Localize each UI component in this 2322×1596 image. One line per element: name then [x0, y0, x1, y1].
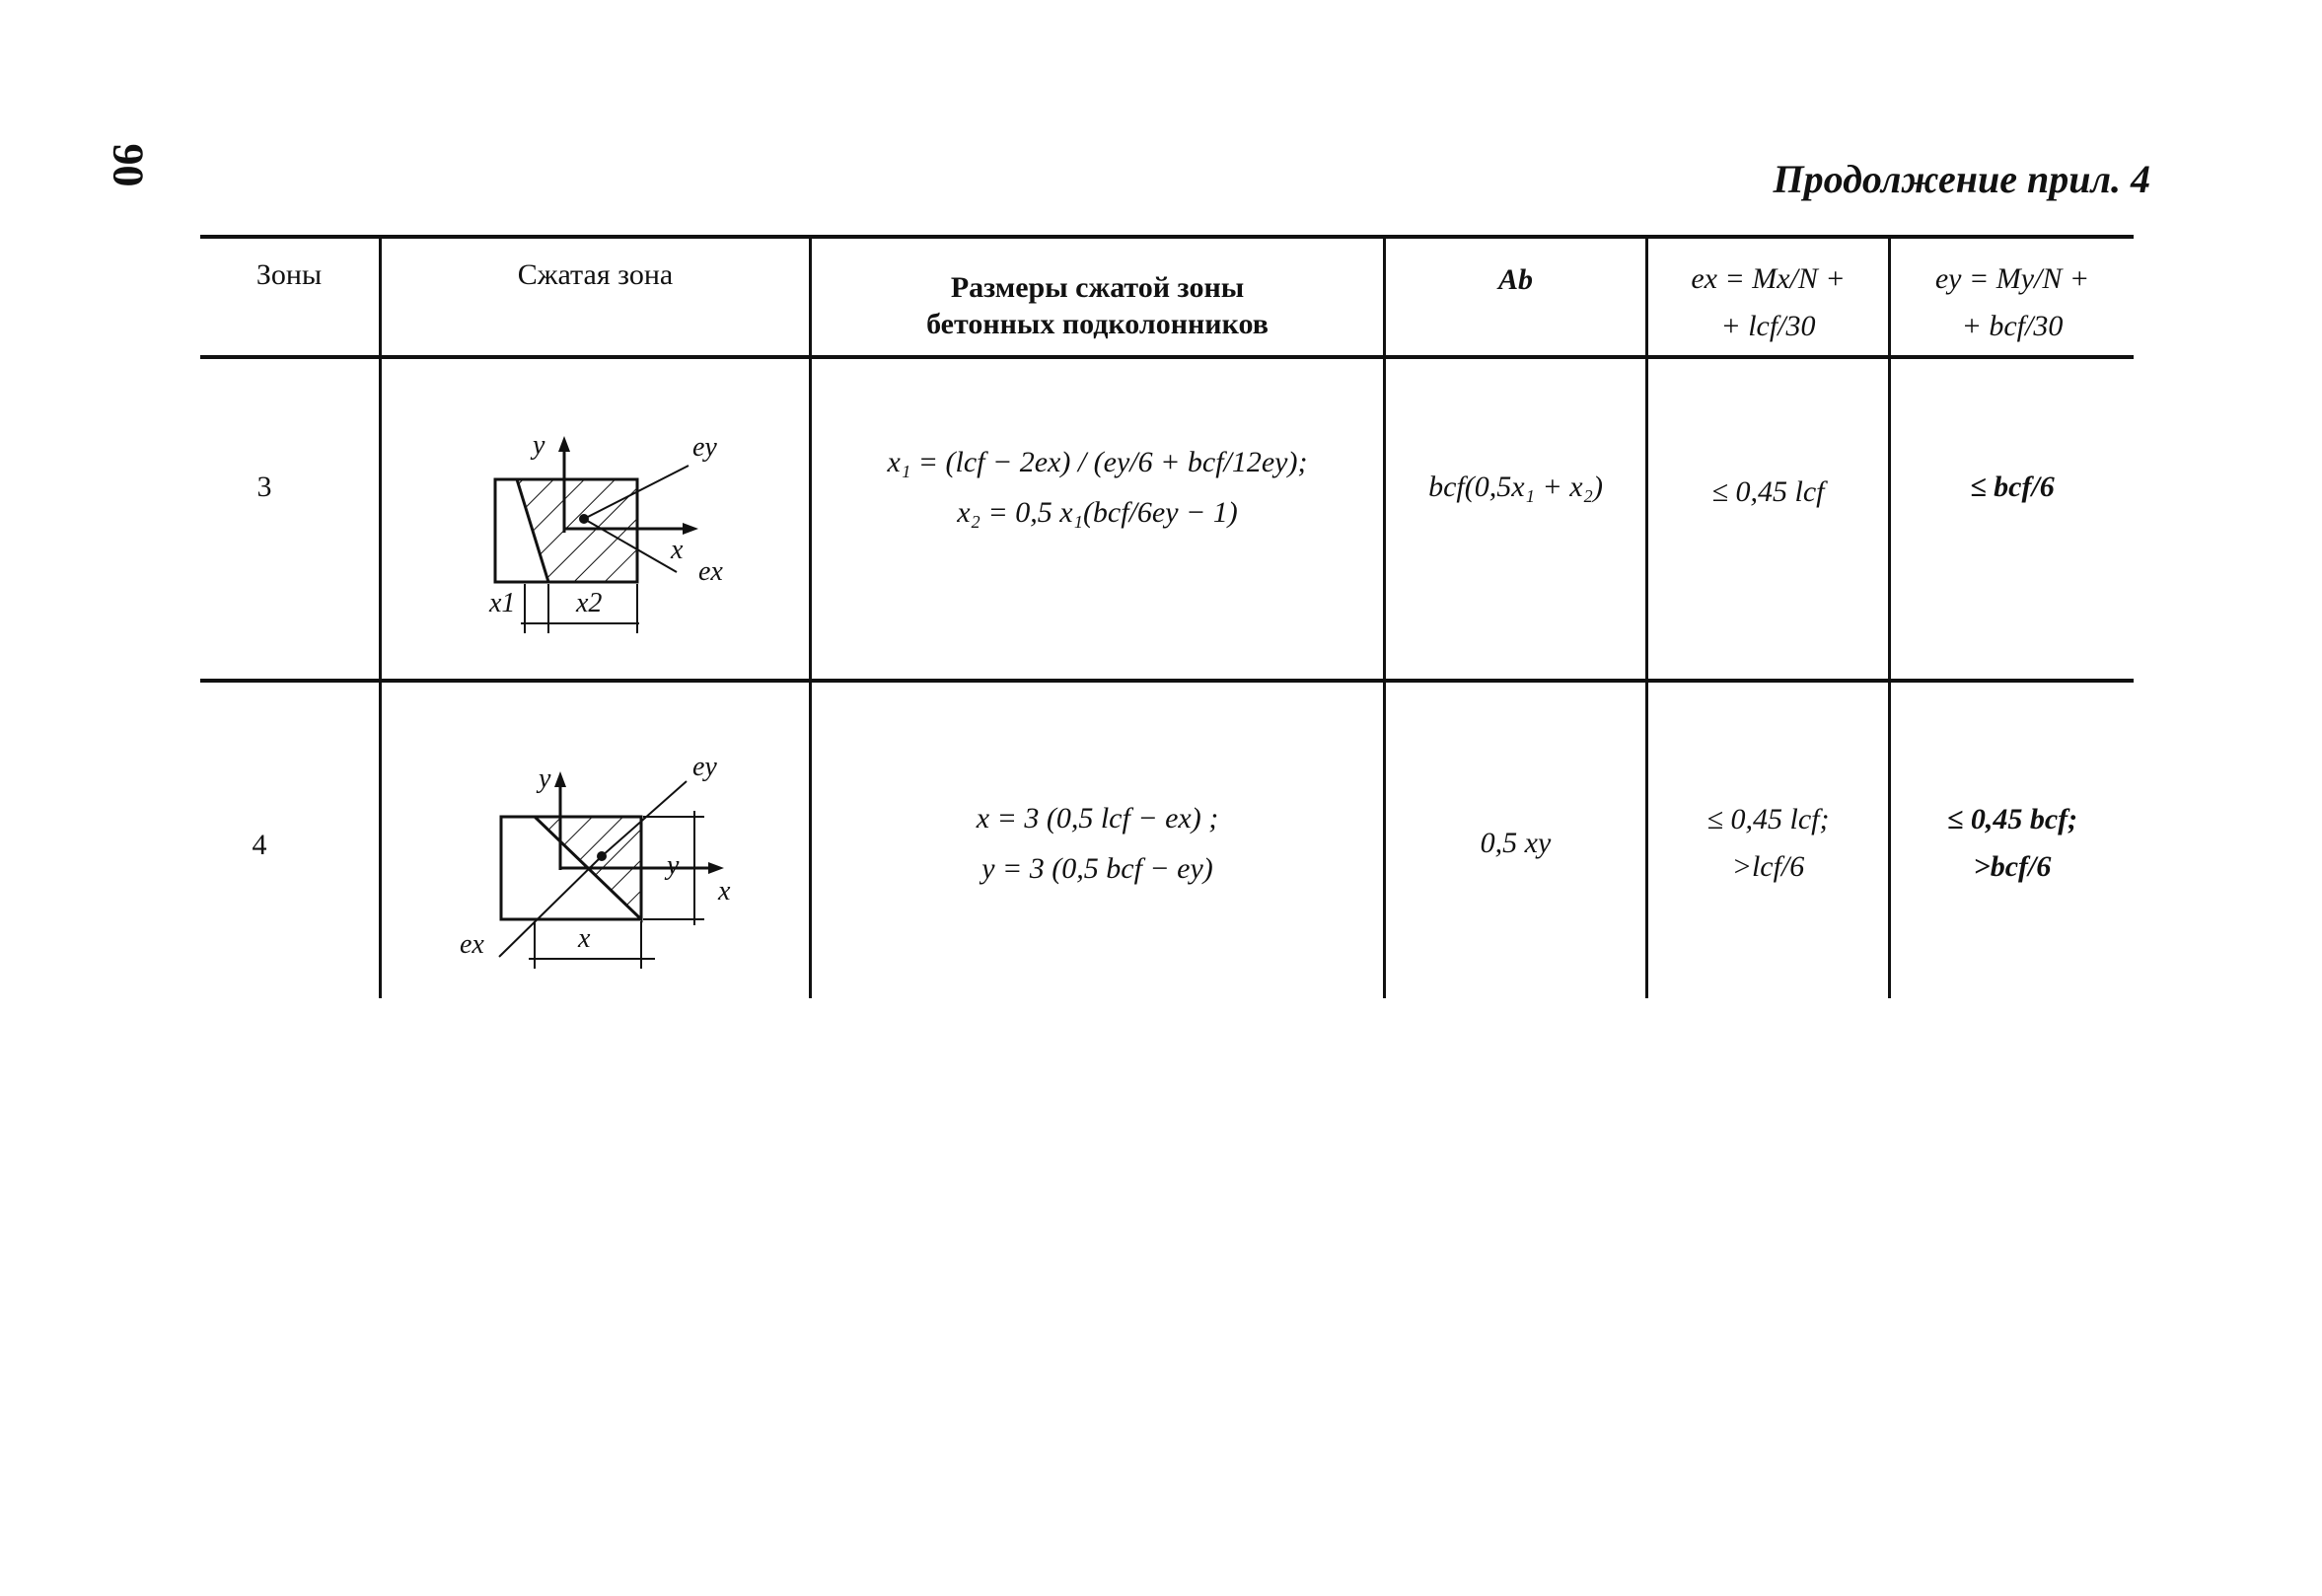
row4-zone-number: 4	[252, 829, 267, 862]
continuation-caption: Продолжение прил. 4	[1773, 157, 2150, 201]
row3-label-ey: ey	[692, 432, 717, 463]
row4-y-arrow	[554, 771, 566, 787]
row4-label-ex: ex	[460, 929, 484, 960]
header-dimensions-line1: Размеры сжатой зоны	[950, 270, 1245, 304]
row3-label-y: y	[533, 430, 545, 461]
row3-label-x1: x1	[489, 588, 516, 618]
row4-formula-y: y = 3 (0,5 bcf − ey)	[981, 852, 1213, 885]
row3-ex-value: ≤ 0,45 lcf	[1711, 475, 1825, 508]
header-dimensions-line2: бетонных подколонников	[926, 308, 1269, 340]
row4-label-dim-x: x	[578, 923, 591, 954]
header-dimensions	[812, 237, 1383, 355]
row4-label-ey: ey	[692, 752, 717, 782]
header-ab-label: Ab	[1497, 263, 1533, 296]
header-zones-label: Зоны	[255, 258, 323, 291]
header-compressed-zone-label: Сжатая зона	[517, 258, 674, 291]
row3-label-ex: ex	[698, 556, 723, 587]
row4-label-y: y	[539, 763, 551, 794]
row3-zone-number: 3	[256, 471, 272, 504]
row4-formulas	[812, 769, 1383, 917]
row-divider	[200, 679, 2134, 683]
row3-label-x2: x2	[576, 588, 603, 618]
row4-ex-line2: >lcf/6	[1731, 850, 1805, 883]
row4-ex	[1648, 769, 1888, 917]
row3-x-arrow	[683, 523, 698, 535]
header-compressed-zone	[382, 237, 809, 355]
row4-ey	[1891, 769, 2134, 917]
row3-compressed-zone-diagram	[434, 414, 769, 641]
row4-zone	[200, 683, 319, 1008]
row4-label-dim-y: y	[667, 850, 680, 881]
row3-ab	[1386, 359, 1645, 616]
row3-formulas	[812, 359, 1383, 616]
row4-ab	[1386, 769, 1645, 917]
header-ex-line2: + lcf/30	[1720, 310, 1816, 342]
row3-ab-value: bcf(0,5x₁ + x₂)	[1428, 471, 1603, 503]
row3-label-x: x	[671, 535, 684, 565]
row3-ey	[1891, 359, 2134, 616]
row3-y-arrow	[558, 436, 570, 452]
row4-compressed-zone-diagram	[444, 750, 769, 986]
row4-ab-value: 0,5 xy	[1480, 827, 1552, 859]
row4-label-x: x	[718, 876, 731, 907]
row4-x-arrow	[708, 862, 724, 874]
row3-hatched-area	[517, 479, 637, 582]
row3-formula-x2: x₂ = 0,5 x₁(bcf/6ey − 1)	[957, 496, 1238, 529]
row3-ey-value: ≤ bcf/6	[1970, 471, 2055, 503]
header-ey	[1891, 237, 2134, 355]
page-number: 90	[104, 143, 153, 187]
row3-formula-x1: x₁ = (lcf − 2ex) / (ey/6 + bcf/12ey);	[887, 446, 1308, 478]
header-ex	[1648, 237, 1888, 355]
header-ey-line2: + bcf/30	[1961, 310, 2064, 342]
row3-zone	[200, 359, 328, 616]
row4-ex-line1: ≤ 0,45 lcf;	[1706, 803, 1830, 835]
row3-ex	[1648, 359, 1888, 625]
row4-formula-x: x = 3 (0,5 lcf − ex) ;	[976, 802, 1219, 834]
header-ex-line1: ex = Mx/N +	[1691, 262, 1846, 295]
header-ab	[1386, 237, 1645, 355]
row4-ey-line2: >bcf/6	[1973, 850, 2052, 883]
header-zones	[200, 237, 378, 355]
header-ey-line1: ey = My/N +	[1934, 262, 2090, 295]
row4-ey-line1: ≤ 0,45 bcf;	[1946, 803, 2078, 835]
